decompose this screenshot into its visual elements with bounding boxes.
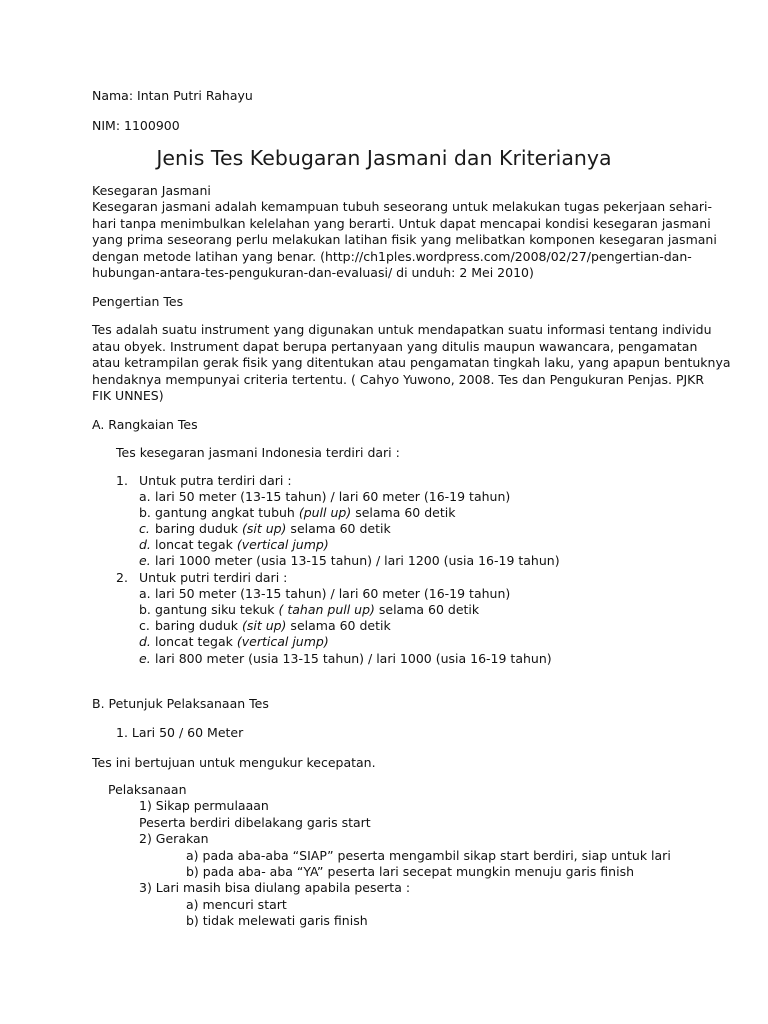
paragraph-line: Kesegaran jasmani adalah kemampuan tubuh seseorang untuk melakukan tugas pekerjaan sehari- (92, 199, 713, 214)
document-title: Jenis Tes Kebugaran Jasmani dan Kriterianya (156, 146, 612, 170)
pengertian-heading: Pengertian Tes (92, 294, 184, 309)
step-2: 2) Gerakan (139, 831, 209, 846)
list-item: c. baring duduk (sit up) selama 60 detik (139, 521, 391, 536)
step-3-a: a) mencuri start (186, 897, 287, 912)
kesegaran-paragraph (92, 199, 717, 282)
paragraph-line: yang prima seseorang perlu melakukan latihan fisik yang melibatkan komponen kesegaran jasmani (92, 232, 717, 247)
paragraph-line: FIK UNNES) (92, 388, 164, 403)
paragraph-line: hendaknya mempunyai criteria tertentu. ( Cahyo Yuwono, 2008. Tes dan Pengukuran Penjas. PJKR (92, 371, 705, 387)
list-item: a. lari 50 meter (13-15 tahun) / lari 60 meter (16-19 tahun) (139, 586, 511, 601)
student-name: Nama: Intan Putri Rahayu (92, 88, 253, 103)
list-item: c. baring duduk (sit up) selama 60 detik (139, 618, 391, 633)
student-nim: NIM: 1100900 (92, 118, 180, 133)
paragraph-line: dengan metode latihan yang benar. (http://ch1ples.wordpress.com/2008/02/27/pengertian-dan- (92, 248, 692, 264)
step-3-b: b) tidak melewati garis finish (186, 913, 368, 928)
step-2-a: a) pada aba-aba “SIAP” peserta mengambil sikap start berdiri, siap untuk lari (186, 848, 671, 863)
paragraph-line: atau ketrampilan gerak fisik yang ditentukan atau pengamatan tingkah laku, yang apapun bentuknya (92, 355, 731, 370)
list-item: d. loncat tegak (vertical jump) (139, 537, 329, 552)
paragraph-line: hubungan-antara-tes-pengukuran-dan-evaluasi/ di unduh: 2 Mei 2010) (92, 265, 534, 280)
step-2-b: b) pada aba- aba “YA” peserta lari secepat mungkin menuju garis finish (186, 864, 635, 879)
kesegaran-heading: Kesegaran Jasmani (92, 183, 211, 198)
list-item: b. gantung angkat tubuh (pull up) selama 60 detik (139, 505, 456, 520)
group-putri-title: 2. Untuk putri terdiri dari : (116, 570, 288, 585)
paragraph-line: atau obyek. Instrument dapat berupa pertanyaan yang ditulis maupun wawancara, pengamatan (92, 338, 698, 354)
step-1-text: Peserta berdiri dibelakang garis start (139, 815, 371, 830)
petunjuk-purpose: Tes ini bertujuan untuk mengukur kecepatan. (92, 755, 376, 770)
step-3: 3) Lari masih bisa diulang apabila peserta : (139, 880, 411, 895)
pengertian-paragraph (92, 322, 731, 405)
list-item: a. lari 50 meter (13-15 tahun) / lari 60 meter (16-19 tahun) (139, 489, 511, 504)
petunjuk-sub-heading: 1. Lari 50 / 60 Meter (116, 725, 244, 740)
pelaksanaan-label: Pelaksanaan (108, 782, 187, 797)
paragraph-line: Tes adalah suatu instrument yang digunakan untuk mendapatkan suatu informasi tentang individu (92, 322, 712, 337)
paragraph-line: hari tanpa menimbulkan kelelahan yang berarti. Untuk dapat mencapai kondisi kesegaran jasmani (92, 215, 711, 231)
rangkaian-intro: Tes kesegaran jasmani Indonesia terdiri dari : (116, 445, 400, 460)
list-item: d. loncat tegak (vertical jump) (139, 634, 329, 649)
list-item: e. lari 800 meter (usia 13-15 tahun) / lari 1000 (usia 16-19 tahun) (139, 651, 552, 666)
rangkaian-heading: A. Rangkaian Tes (92, 417, 198, 432)
petunjuk-heading: B. Petunjuk Pelaksanaan Tes (92, 696, 269, 711)
list-item: e. lari 1000 meter (usia 13-15 tahun) / lari 1200 (usia 16-19 tahun) (139, 553, 560, 568)
step-1: 1) Sikap permulaaan (139, 798, 269, 813)
list-item: b. gantung siku tekuk ( tahan pull up) selama 60 detik (139, 602, 480, 617)
group-putra-title: 1. Untuk putra terdiri dari : (116, 473, 292, 488)
